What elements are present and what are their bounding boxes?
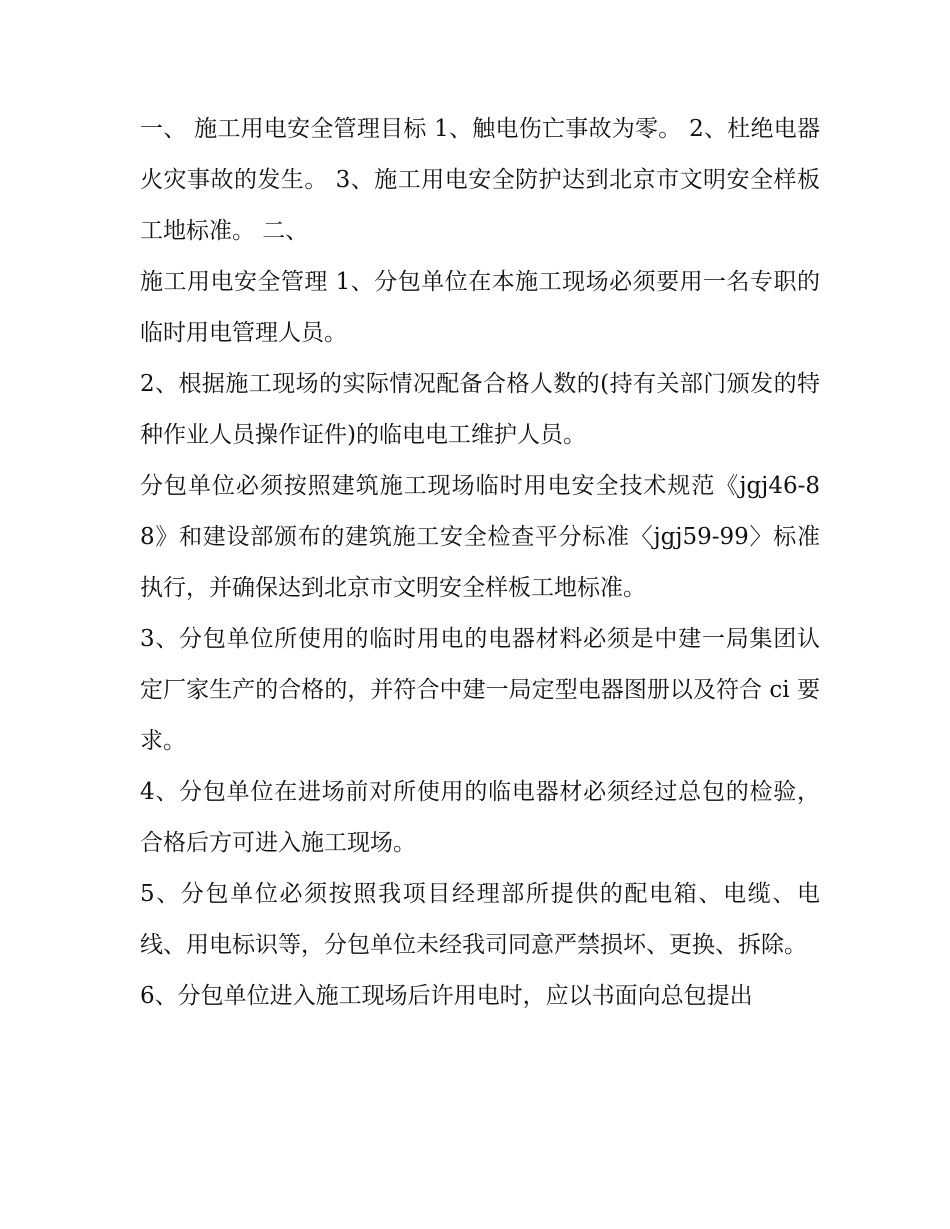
- paragraph-standards: 分包单位必须按照建筑施工现场临时用电安全技术规范《jgj46-88》和建设部颁布的建筑施工安全检查平分标准〈jgj59-99〉标准执行，并确保达到北京市文明安全样板工地标准。: [140, 473, 820, 601]
- paragraph-management-2: 2、根据施工现场的实际情况配备合格人数的(持有关部门颁发的特种作业人员操作证件)的临电电工维护人员。: [140, 371, 820, 448]
- paragraph-management-6: 6、分包单位进入施工现场后许用电时，应以书面向总包提出: [140, 983, 753, 1009]
- paragraph-management-5: 5、分包单位必须按照我项目经理部所提供的配电箱、电缆、电线、用电标识等，分包单位未经我司同意严禁损坏、更换、拆除。: [140, 881, 820, 958]
- paragraph-management-1: 施工用电安全管理 1、分包单位在本施工现场必须要用一名专职的临时用电管理人员。: [140, 269, 820, 346]
- paragraph-safety-goals: 一、 施工用电安全管理目标 1、触电伤亡事故为零。 2、杜绝电器火灾事故的发生。 3、施工用电安全防护达到北京市文明安全样板工地标准。 二、: [140, 116, 820, 244]
- paragraph-management-3: 3、分包单位所使用的临时用电的电器材料必须是中建一局集团认定厂家生产的合格的，并符合中建一局定型电器图册以及符合 ci 要求。: [140, 626, 820, 754]
- paragraph-management-4: 4、分包单位在进场前对所使用的临电器材必须经过总包的检验，合格后方可进入施工现场。: [140, 779, 820, 856]
